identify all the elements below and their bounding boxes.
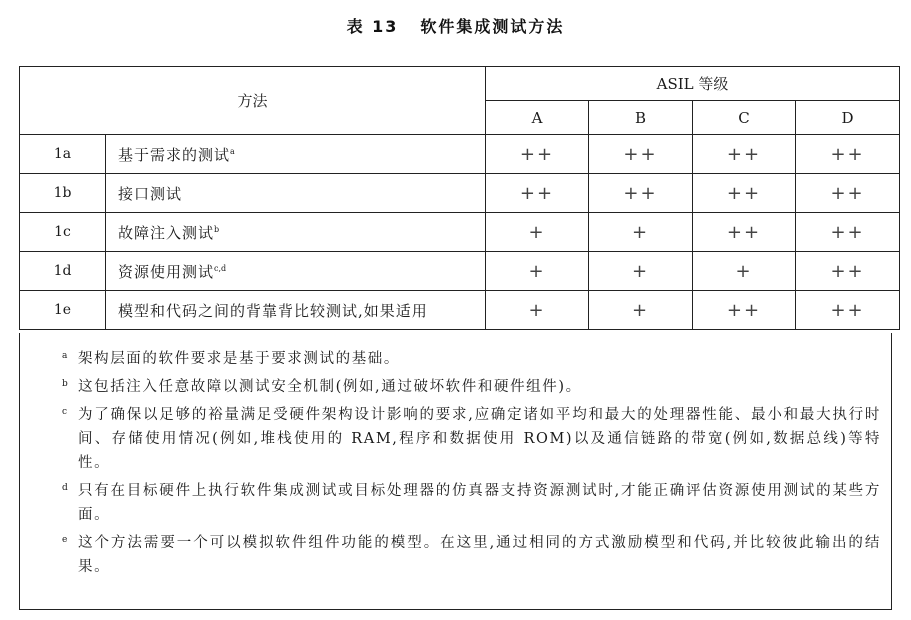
method-name: 模型和代码之间的背靠背比较测试,如果适用: [106, 291, 486, 330]
method-name: 基于需求的测试$^a$: [106, 135, 486, 174]
asil-c-value: ++: [693, 213, 796, 252]
footnote-mark: c: [62, 407, 68, 417]
table-row: [20, 252, 900, 291]
asil-a-value: +: [486, 252, 589, 291]
asil-header: ASIL 等级: [486, 67, 900, 101]
footnote-ref: c,d: [214, 263, 227, 273]
asil-level-a-header: A: [486, 101, 589, 135]
asil-d-value: ++: [796, 135, 900, 174]
footnote-mark: d: [62, 483, 68, 493]
footnote: [20, 403, 891, 475]
footnote: [20, 375, 891, 399]
footnote-text: 这包括注入任意故障以测试安全机制(例如,通过破坏软件和硬件组件)。: [78, 379, 582, 395]
method-id: 1c: [20, 213, 106, 252]
asil-b-value: ++: [589, 174, 693, 213]
table-footnotes: [19, 333, 892, 610]
asil-level-b-header: B: [589, 101, 693, 135]
asil-c-value: ++: [693, 135, 796, 174]
asil-a-value: +: [486, 213, 589, 252]
asil-c-value: ++: [693, 291, 796, 330]
footnote-ref: b: [214, 224, 220, 234]
table-title: 软件集成测试方法: [420, 17, 565, 36]
footnote-text: 只有在目标硬件上执行软件集成测试或目标处理器的仿真器支持资源测试时,才能正确评估资源使用测试的某些方面。: [78, 483, 881, 523]
asil-d-value: ++: [796, 174, 900, 213]
method-name: 接口测试: [106, 174, 486, 213]
table-row: [20, 213, 900, 252]
method-header: 方法: [20, 67, 486, 135]
software-integration-test-methods-table: [19, 66, 900, 330]
asil-d-value: ++: [796, 252, 900, 291]
asil-a-value: ++: [486, 174, 589, 213]
footnote-mark: a: [62, 351, 68, 361]
asil-level-c-header: C: [693, 101, 796, 135]
asil-d-value: ++: [796, 213, 900, 252]
footnote-text: 架构层面的软件要求是基于要求测试的基础。: [78, 351, 400, 367]
asil-b-value: +: [589, 213, 693, 252]
method-id: 1b: [20, 174, 106, 213]
asil-d-value: ++: [796, 291, 900, 330]
footnote-text: 为了确保以足够的裕量满足受硬件架构设计影响的要求,应确定诸如平均和最大的处理器性能、最小和最大执行时间、存储使用情况(例如,堆栈使用的 RAM,程序和数据使用 ROM)以及通信链路的带宽(例如,数据总线)等特性。: [78, 407, 881, 471]
method-id: 1a: [20, 135, 106, 174]
table-row: [20, 291, 900, 330]
asil-b-value: ++: [589, 135, 693, 174]
footnote: [20, 531, 891, 579]
asil-b-value: +: [589, 291, 693, 330]
asil-b-value: +: [589, 252, 693, 291]
footnote-mark: e: [62, 535, 68, 545]
method-id: 1d: [20, 252, 106, 291]
table-row: [20, 135, 900, 174]
method-name: 资源使用测试$^{c,d}$: [106, 252, 486, 291]
footnote-mark: b: [62, 379, 68, 389]
method-name: 故障注入测试$^b$: [106, 213, 486, 252]
table-number: 表 13: [346, 17, 399, 36]
footnote: [20, 347, 891, 371]
asil-a-value: +: [486, 291, 589, 330]
asil-c-value: ++: [693, 174, 796, 213]
footnote-ref: a: [230, 146, 235, 156]
asil-a-value: ++: [486, 135, 589, 174]
table-caption: [0, 14, 911, 37]
asil-c-value: +: [693, 252, 796, 291]
table-row: [20, 174, 900, 213]
asil-level-d-header: D: [796, 101, 900, 135]
method-id: 1e: [20, 291, 106, 330]
footnote: [20, 479, 891, 527]
footnote-text: 这个方法需要一个可以模拟软件组件功能的模型。在这里,通过相同的方式激励模型和代码,并比较彼此输出的结果。: [78, 535, 881, 575]
